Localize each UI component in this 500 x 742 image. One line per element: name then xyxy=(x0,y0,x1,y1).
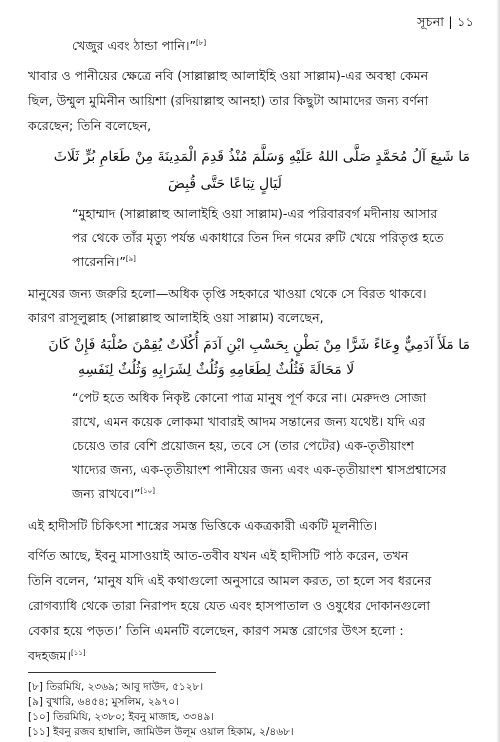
quote-line: খাদ্যের জন্য, এক-তৃতীয়াংশ পানীয়ের জন্য এবং এক-তৃতীয়াংশ শ্বাসপ্রশ্বাসের xyxy=(72,462,447,477)
line-text: বদহজম। xyxy=(28,648,72,663)
body-line: এই হাদীসটি চিকিৎসা শাস্ত্রের সমস্ত ভিত্তিকে একত্রকারী একটি মূলনীতি। xyxy=(28,518,378,533)
body-line: খাবার ও পানীয়ের ক্ষেত্রে নবি (সাল্লাল্লাহু আলাইহি ওয়া সাল্লাম)-এর অবস্থা কেমন xyxy=(28,68,429,83)
quote-line: “পেট হতে অধিক নিকৃষ্ট কোনো পাত্র মানুষ পূর্ণ করে না। মেরুদণ্ড সোজা xyxy=(72,390,427,405)
quote-line xyxy=(72,488,155,501)
line-text: পারেননি।” xyxy=(72,254,126,269)
body-line: বেকার হয়ে পড়ত।’ তিনি এমনটি বলেছেন, কারণ সমস্ত রোগের উৎস হলো : xyxy=(28,623,404,638)
footnote: [৮] তিরমিযি, ২৩৬৯; আবু দাউদ, ৫১২৮। xyxy=(28,681,204,693)
footnote-divider xyxy=(28,672,216,673)
footnote-ref: [৯] xyxy=(125,254,136,263)
quote-line: “মুহাম্মাদ (সাল্লাল্লাহু আলাইহি ওয়া সাল্লাম)-এর পরিবারবর্গ মদীনায় আসার xyxy=(72,206,438,221)
body-line xyxy=(72,40,206,53)
footnote-ref: [১১] xyxy=(71,648,86,657)
arabic-hadith-line: مَا مَلَأَ آدَمِيٌّ وِعَاءً شَرًّا مِنْ بَطْنٍ بِحَسْبِ ابْنِ آدَمَ أُكُلَاتٌ يُقِمْنَ صُلْبَهُ فَإِنْ كَانَ xyxy=(48,337,470,353)
footnote: [১১] ইবনু রজব হাম্বালি, জামিউল উলূম ওয়াল হিকাম, ২/৪৬৮। xyxy=(28,726,294,738)
line-text: জন্য রাখবে।” xyxy=(72,486,141,501)
arabic-hadith-line: لَيَالٍ تِبَاعًا حَتَّى قُبِضَ xyxy=(168,176,282,192)
line-text: খেজুর এবং ঠান্ডা পানি।” xyxy=(72,38,197,53)
arabic-hadith-line: لَا مَحَالَةَ فَثُلُثٌ لِطَعَامِهِ وَثُلُثٌ لِشَرَابِهِ وَثُلُثٌ لِنَفَسِهِ xyxy=(78,362,355,378)
footnote-ref: [৮] xyxy=(196,38,207,47)
arabic-hadith-line: مَا شَبِعَ آلُ مُحَمَّدٍ صَلَّى اللهُ عَلَيْهِ وَسَلَّمَ مُنْذُ قَدِمَ الْمَدِينَةَ مِنْ طَعَامِ بُرٍّ ثَلَاثَ xyxy=(53,149,470,165)
quote-line: চেয়েও তার বেশি প্রয়োজন হয়, তবে সে (তার পেটের) এক-তৃতীয়াংশ xyxy=(72,438,414,453)
running-header: সূচনা | ১১ xyxy=(417,14,474,29)
body-line: করেছেন; তিনি বলেছেন, xyxy=(28,118,152,133)
body-line: মানুষের জন্য জরুরি হলো—অধিক তৃপ্তি সহকারে খাওয়া থেকে সে বিরত থাকবে। xyxy=(28,286,427,301)
body-line: কারণ রাসূলুল্লাহ (সাল্লাল্লাহু আলাইহি ওয়া সাল্লাম) বলেছেন, xyxy=(28,310,324,325)
footnote: [১০] তিরমিযি, ২৩৮০; ইবনু মাজাহ, ৩৩৪৯। xyxy=(28,711,215,723)
body-line: ছিল, উম্মুল মুমিনীন আয়িশা (রদিয়াল্লাহু আনহা) তার কিছুটা আমাদের জন্য বর্ণনা xyxy=(28,93,429,108)
body-line: তিনি বলেন, ‘মানুষ যদি এই কথাগুলো অনুসারে আমল করত, তা হলে সব ধরনের xyxy=(28,573,432,588)
footnote-ref: [১০] xyxy=(140,486,155,495)
footnote: [৯] বুখারি, ৬৪৫৪; মুসলিম, ২৯৭০। xyxy=(28,696,179,708)
body-line: বর্ণিত আছে, ইবনু মাসাওয়াই আত-তবীব যখন এই হাদীসটি পাঠ করেন, তখন xyxy=(28,548,409,563)
quote-line: রাখে, এমন কয়েক লোকমা খাবারই আদম সন্তানের জন্য যথেষ্ট। যদি এর xyxy=(72,414,426,429)
body-line xyxy=(28,650,86,663)
quote-line xyxy=(72,256,136,269)
page-edge-shadow xyxy=(496,0,500,742)
body-line: রোগব্যাধি থেকে তারা নিরাপদ হয়ে যেত এবং হাসপাতাল ও ওষুধের দোকানগুলো xyxy=(28,598,430,613)
quote-line: পর থেকে তাঁর মৃত্যু পর্যন্ত একাধারে তিন দিন গমের রুটি খেয়ে পরিতৃপ্ত হতে xyxy=(72,230,444,245)
